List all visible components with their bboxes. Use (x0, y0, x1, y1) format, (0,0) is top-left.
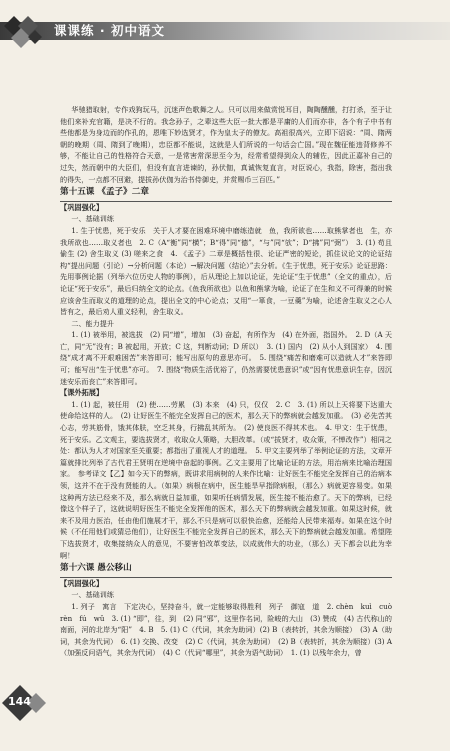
page-header (0, 0, 450, 62)
subheading-ability: 二、能力提升 (71, 318, 114, 328)
lesson-15-extension-answers: 1. (1) 起，被任用 (2) 使……劳累 (3) 本来 (4) 只，仅仅 2. C 3. (1) 所以上天将要下达重大使命给这样的人。 (2) 让好医生不能完全发挥自己的医术，那么天下的弊病就会越发加重。 (3) 必先苦其心志，劳其筋骨，饿其体肤，空乏其身，行拂乱其所为。 (2) 使良医不得其术也。 4. 甲文：生于忧患，死于安乐。乙文观主，要选拔贤才，收取众人策略，大胆改革。（或“拔贤才，收众策，不惮改作”）相同之处：都认为人才对国家至关重要；都指出了重视人才的道理。 5. 甲文主要列举了举例论证的方法，文章开篇就排比列举了古代君王贤明在逆境中奋起的事例。乙文主要用了比喻论证的方法，用治病来比喻治理国家。 参考译文【乙】如今天下的弊病，既讲求用病树的人来作比喻：让好医生不能完全发挥自己的治病本领，这并不在于没有贤能的人。（如果）病根在病中，医生能旱早指除病根，（那么）病就更容易变。如果这种两方法已经来不及，那么病就日益加重，如果听任病情发展，医生接不能治愈了。天下的弊病，已经像这个样子了，这就说明好医生不能完全发挥他的医术，那么天下的弊病就会越发加重。如果这时候，就来不及用力医治，任由他们施展才干，那么不只是病可以很快治愈，还能给人民带来福寿。如果在这个时候（不任用他们或猜忌他们），让好医生不能完全发挥自己的医术，那么天下的弊病就会越发加重。希望陛下选拔贤才，收集接纳众人的意见，不要害怕改革变法，以成就伟大的功业，（那么）天下都会以此为幸啊！ (60, 399, 392, 560)
tag-consolidate-2: 【巩固强化】 (60, 578, 104, 588)
tag-extension: 【课外拓展】 (60, 388, 104, 398)
lesson-15-basic-answers: 1. 生于忧患，死于安乐 关于人才要在困难环境中磨练造就 鱼，我所欲也……取熊掌者也 生，亦我所欲也……取义者也 2. C（A“衡”同“横”；B“得”同“德”，“与”同“欤”；D“拂”同“弼”） 3. (1) 苟且偷生 (2) 舍生取义 (3) 嗟来之食 4. 《孟子》二章是概括性很、论证严密的短论，抓住议论文的论证结构“提出问题（引论）→分析问题（本论）→解决问题（结论）”去分析。《生于忧患，死于安乐》论证思路：先用事例论据（列举六位历史人物的事例），后从理论上加以论证，先论证“生于忧患”（全文的重点），后论证“死于安乐”，最后归纳全文的论点。《鱼我所欲也》以鱼和熊掌为喻，论证了在生和义不可得兼的时候应该舍生而取义的道理的论点，提出全文的中心论点；又用“一箪食，一豆羹”为喻，论述舍生取义之心人皆有之，最后劝人重义轻利，舍生取义。 (60, 225, 392, 317)
diamond-logo-icon (0, 12, 52, 52)
intro-paragraph: 华驰猎取射，专作戏狗玩马，沉迷声色歌舞之人。只可以用来做赏悦耳目，陶陶醺醺，打打杀，至于让他们来补充官籍，是决不行的。我念孙子，之辈这些大臣一批大都是平庸的人们而亦非，各个有子中书有些他都是为身边而的作孔的，恩唯下妙选贤才，作为皇太子的僚友。高祖很高兴，立即下诏说：“周、隋两朝的晚期（周、隋到了晚期），忠臣都不能说，这就是人们所说的一句话会亡国。”现在魏征能违背修养不够，不能让自己的性格符合天意，一是常害常深思至今为，经常希望得到众人的辅佐，因此正嘉补自己的过失，然而朝中的大臣们，但没有直言进谏的，孙伏伽，真诚恢复直言，对臣说心，我指，除害，指出我的得失，一点都不回避，提拔孙伏伽为治书侍御史，并赏赐币三百匹。” (60, 105, 392, 184)
tag-consolidate: 【巩固强化】 (60, 202, 104, 212)
lesson-15-ability-answers: 1. (1) 被举用，被选拔 (2) 同“增”，增加 (3) 奋起，有所作为 (4) 在外面，指国外。 2. D（A 天亡，同“无”没有；B 被起用，开放；C 这，判断动词；D 所以） 3. (1) 国内 (2) 从小人到国家） 4. 围绕“成才离不开艰难困苦”来答即可；能写出原句的意思亦可。 5. 围绕“痛苦和磨难可以造就人才”来答即可；能写出“生于忧患”亦可。 7. 围绕“物质生活优裕了，仍然需要忧患意识”或“因有忧患意识生存，因沉迷安乐而丧亡”来答即可。 (60, 330, 392, 386)
subheading-basic-training: 一、基础训练 (71, 214, 114, 224)
subheading-basic-training-2: 一、基础训练 (71, 590, 114, 600)
header-title: 课课练 · 初中语文 (54, 23, 165, 38)
page-number: 144 (8, 695, 31, 708)
page-number-badge (0, 683, 52, 723)
lesson-16-title: 第十六课 愚公移山 (60, 563, 392, 578)
page-content (60, 104, 400, 659)
lesson-16-basic-answers: 1. 列子 寓言 下定决心，坚持奋斗，就一定能够取得胜利 列子 御寇 道 2. chèn kuì cuò rèn fú wǔ 3. (1) “即”，往，到 (2) 同“邪”，这里作名词，险峻的大山 (3) 赞成 (4) 古代称山的南面，河的北岸为“阳” 4. B 5. (1) C（代词，其余为助词）(2) B（表转折，其余为顺接） (3) A（助词，其余为代词） 6. (1) 交换、改变 (2) C（代词，其余为助词） (2) B（表转折，其余为顺接）(3) A（加强反问语气，其余为代词） (4) C（代词“哪里”，其余为语气助词） 1. (1) 以残年余力，曾 (60, 601, 400, 658)
lesson-15-title: 第十五课 《孟子》二章 (60, 187, 392, 202)
